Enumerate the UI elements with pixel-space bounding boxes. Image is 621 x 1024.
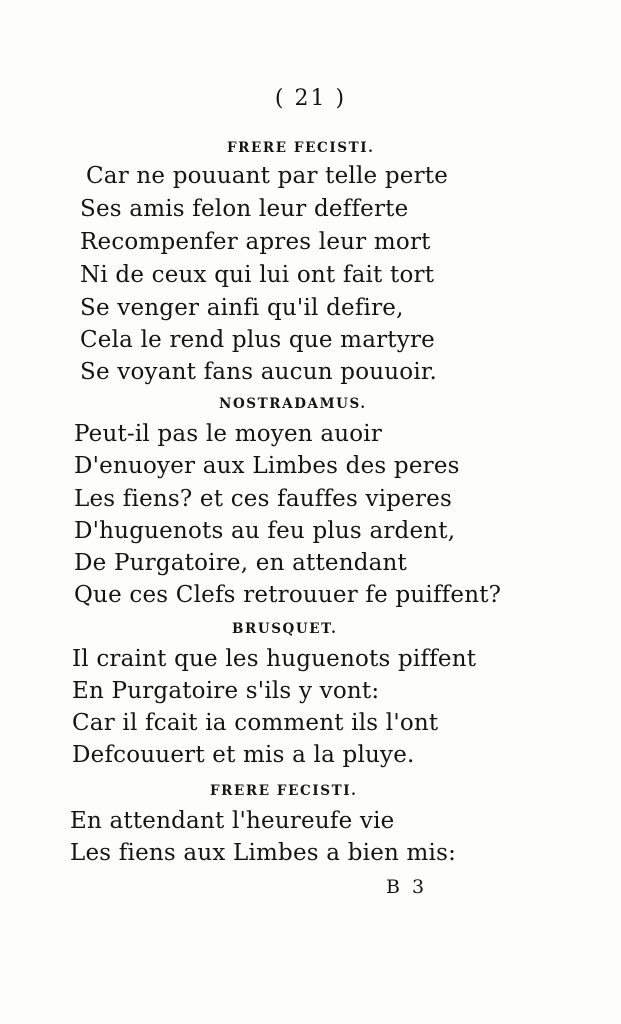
- verse-line: De Purgatoire, en attendant: [74, 550, 408, 576]
- verse-line: Ses amis felon leur defferte: [80, 196, 409, 222]
- verse-line: Les fiens? et ces fauffes viperes: [74, 486, 452, 512]
- speaker-heading: FRERE FECISTI.: [227, 140, 375, 156]
- verse-line: Cela le rend plus que martyre: [80, 327, 435, 353]
- speaker-heading: NOSTRADAMUS.: [219, 396, 367, 412]
- verse-line: Il craint que les huguenots piffent: [72, 646, 477, 672]
- page-number: ( 21 ): [274, 86, 347, 111]
- verse-line: Car il fcait ia comment ils l'ont: [72, 710, 439, 736]
- verse-line: Recompenfer apres leur mort: [80, 229, 431, 255]
- speaker-heading: BRUSQUET.: [232, 621, 338, 637]
- verse-line: En Purgatoire s'ils y vont:: [72, 678, 380, 704]
- verse-line: En attendant l'heureufe vie: [70, 808, 395, 834]
- verse-line: D'enuoyer aux Limbes des peres: [74, 453, 460, 479]
- verse-line: Peut-il pas le moyen auoir: [74, 421, 383, 447]
- verse-line: Se venger ainfi qu'il defire,: [80, 295, 404, 321]
- verse-line: D'huguenots au feu plus ardent,: [74, 518, 456, 544]
- verse-line: Car ne pouuant par telle perte: [86, 163, 449, 189]
- verse-line: Les fiens aux Limbes a bien mis:: [70, 840, 457, 866]
- verse-line: Ni de ceux qui lui ont fait tort: [80, 262, 435, 288]
- speaker-heading: FRERE FECISTI.: [210, 783, 358, 799]
- verse-line: Que ces Clefs retrouuer fe puiffent?: [74, 582, 502, 608]
- verse-line: Se voyant fans aucun pouuoir.: [80, 359, 438, 385]
- signature-mark: B 3: [386, 876, 428, 898]
- verse-line: Defcouuert et mis a la pluye.: [72, 742, 415, 768]
